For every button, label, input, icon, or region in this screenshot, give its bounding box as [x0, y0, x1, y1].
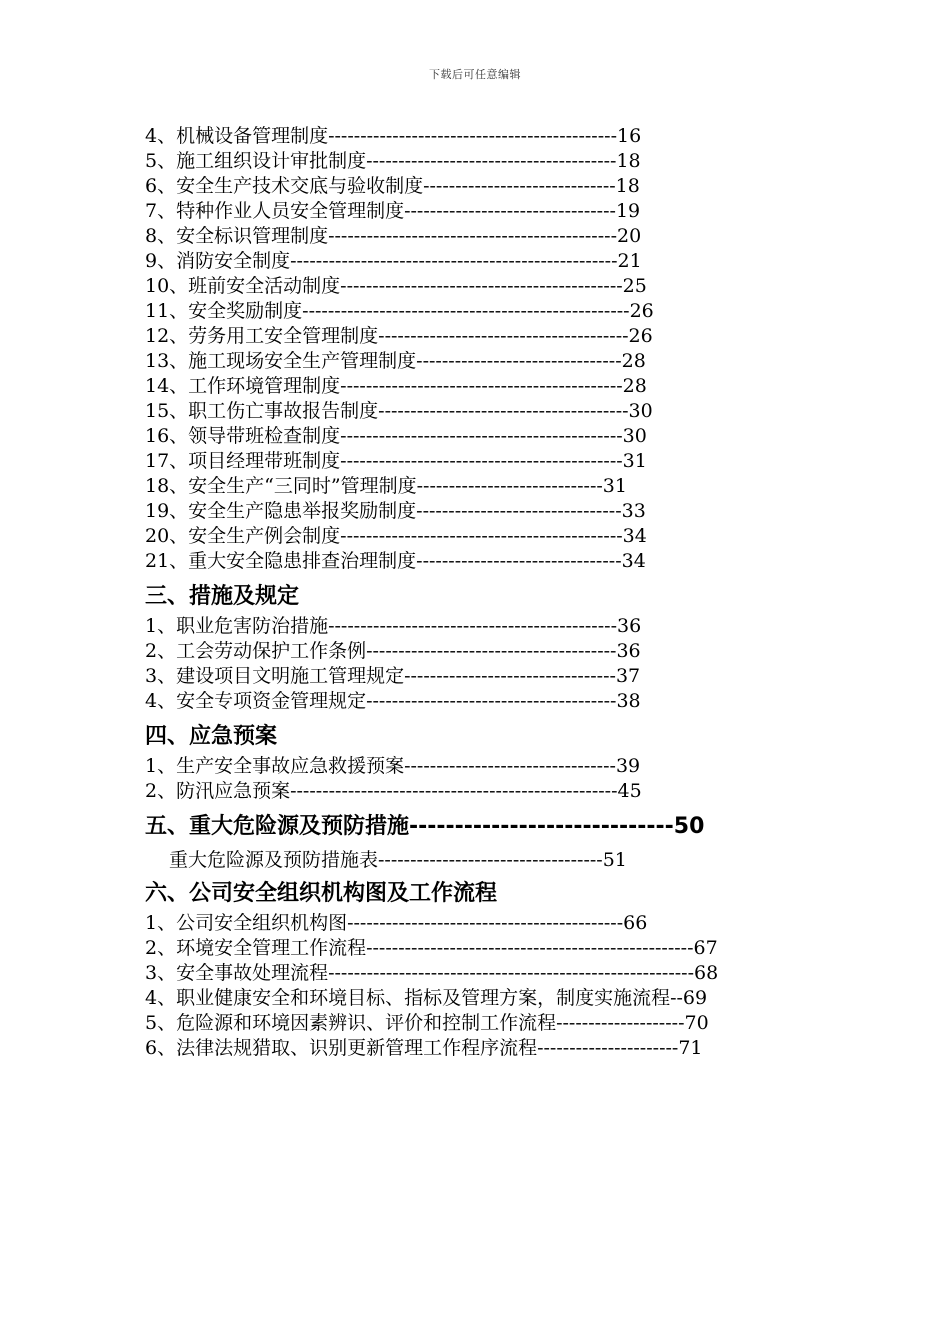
toc-entry: 12、劳务用工安全管理制度---------------------------------------26 [145, 325, 653, 347]
toc-entry: 1、公司安全组织机构图-------------------------------------------66 [145, 912, 648, 934]
toc-entry: 5、危险源和环境因素辨识、评价和控制工作流程--------------------70 [145, 1012, 709, 1034]
toc-entry: 2、工会劳动保护工作条例---------------------------------------36 [145, 640, 641, 662]
toc-entry: 15、职工伤亡事故报告制度---------------------------------------30 [145, 400, 653, 422]
toc-entry: 1、职业危害防治措施---------------------------------------------36 [145, 615, 642, 637]
section-heading-emergency: 四、应急预案 [145, 724, 278, 749]
toc-entry: 18、安全生产“三同时”管理制度-----------------------------31 [145, 475, 627, 497]
toc-group-measures [145, 614, 825, 714]
toc-entry: 3、建设项目文明施工管理规定---------------------------------37 [145, 665, 641, 687]
toc-entry: 13、施工现场安全生产管理制度--------------------------------28 [145, 350, 646, 372]
toc-entry: 11、安全奖励制度---------------------------------------------------26 [145, 300, 654, 322]
section-heading-organization: 六、公司安全组织机构图及工作流程 [145, 881, 498, 906]
toc-entry: 9、消防安全制度---------------------------------------------------21 [145, 250, 642, 272]
toc-entry: 16、领导带班检查制度--------------------------------------------30 [145, 425, 647, 447]
toc-group-system [145, 124, 825, 574]
toc-entry: 21、重大安全隐患排查治理制度--------------------------------34 [145, 550, 646, 572]
table-of-contents [145, 124, 825, 1061]
toc-entry: 3、安全事故处理流程---------------------------------------------------------68 [145, 962, 719, 984]
toc-entry-hazard-table: 重大危险源及预防措施表-----------------------------------51 [169, 849, 627, 871]
toc-entry: 4、安全专项资金管理规定---------------------------------------38 [145, 690, 641, 712]
toc-entry: 2、防汛应急预案---------------------------------------------------45 [145, 780, 642, 802]
toc-entry: 7、特种作业人员安全管理制度---------------------------------19 [145, 200, 641, 222]
section-heading-hazards: 五、重大危险源及预防措施-----------------------------50 [145, 814, 705, 839]
toc-entry: 4、职业健康安全和环境目标、指标及管理方案，制度实施流程--69 [145, 987, 708, 1009]
toc-entry: 20、安全生产例会制度--------------------------------------------34 [145, 525, 647, 547]
toc-group-organization [145, 911, 825, 1061]
toc-entry: 1、生产安全事故应急救援预案---------------------------------39 [145, 755, 641, 777]
toc-entry: 17、项目经理带班制度--------------------------------------------31 [145, 450, 647, 472]
toc-entry: 6、安全生产技术交底与验收制度------------------------------18 [145, 175, 640, 197]
toc-entry: 14、工作环境管理制度--------------------------------------------28 [145, 375, 647, 397]
toc-entry: 6、法律法规猎取、识别更新管理工作程序流程----------------------71 [145, 1037, 703, 1059]
toc-entry: 10、班前安全活动制度--------------------------------------------25 [145, 275, 647, 297]
toc-entry: 2、环境安全管理工作流程---------------------------------------------------67 [145, 937, 718, 959]
toc-entry: 4、机械设备管理制度---------------------------------------------16 [145, 125, 642, 147]
toc-entry: 8、安全标识管理制度---------------------------------------------20 [145, 225, 642, 247]
header-note: 下载后可任意编辑 [429, 68, 521, 81]
toc-group-emergency [145, 754, 825, 804]
toc-entry: 5、施工组织设计审批制度---------------------------------------18 [145, 150, 641, 172]
toc-entry: 19、安全生产隐患举报奖励制度--------------------------------33 [145, 500, 646, 522]
section-heading-measures: 三、措施及规定 [145, 584, 300, 609]
